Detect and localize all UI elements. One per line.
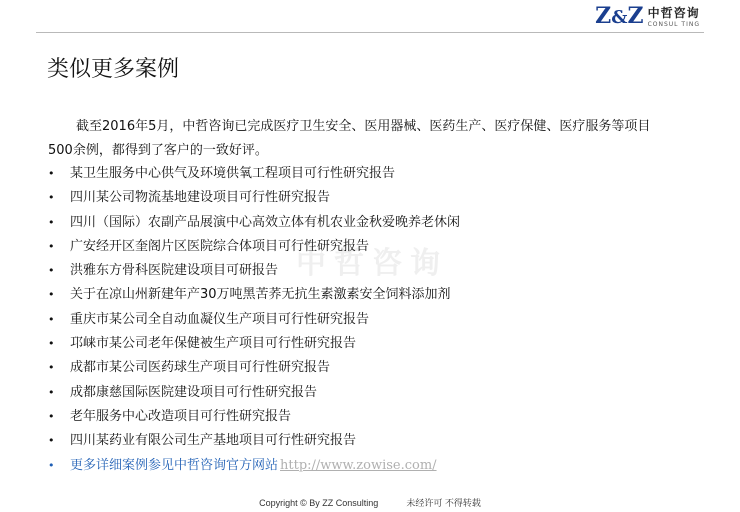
intro-paragraph: 截至2016年5月，中哲咨询已完成医疗卫生安全、医用器械、医药生产、医疗保健、医疗服务等项目500余例，都得到了客户的一致好评。 (48, 119, 651, 158)
logo-mark-right: Z (627, 3, 644, 29)
case-text: 成都市某公司医药球生产项目可行性研究报告 (70, 360, 331, 376)
case-text: 重庆市某公司全自动血凝仪生产项目可行性研究报告 (70, 311, 370, 327)
bullet-icon: • (48, 288, 55, 302)
case-text: 广安经开区奎阁片区医院综合体项目可行性研究报告 (70, 238, 370, 254)
logo-chinese-name: 中哲咨询 (647, 6, 700, 20)
bullet-icon: • (48, 409, 55, 423)
logo-mark (595, 2, 643, 32)
copyright-text: Copyright © By ZZ Consulting (259, 498, 379, 508)
bullet-icon: • (48, 361, 55, 375)
bullet-icon: • (48, 434, 55, 448)
bullet-icon: • (48, 239, 55, 253)
case-text: 洪雅东方骨科医院建设项目可研报告 (70, 263, 279, 279)
case-text: 关于在凉山州新建年产30万吨黑苦荞无抗生素激素安全饲料添加剂 (70, 287, 451, 303)
list-item (48, 186, 460, 210)
list-item (48, 235, 460, 259)
case-text: 某卫生服务中心供气及环境供氧工程项目可行性研究报告 (70, 166, 396, 181)
logo-mark-left: Z (595, 3, 612, 29)
case-text: 四川某公司物流基地建设项目可行性研究报告 (70, 190, 331, 206)
header-divider (36, 32, 704, 33)
bullet-icon: • (48, 264, 55, 278)
list-item (48, 259, 460, 283)
list-item (48, 162, 460, 186)
bullet-icon: • (48, 458, 55, 472)
bullet-icon: • (48, 337, 55, 351)
bullet-icon: • (48, 312, 55, 326)
bullet-icon: • (48, 191, 55, 205)
list-item (48, 381, 460, 405)
reprint-notice: 未经许可 不得转载 (406, 498, 481, 508)
bullet-icon: • (48, 385, 55, 399)
footer (0, 496, 740, 509)
company-logo (595, 2, 700, 32)
list-item (48, 211, 460, 235)
case-text: 成都康慈国际医院建设项目可行性研究报告 (70, 384, 318, 400)
case-text: 四川某药业有限公司生产基地项目可行性研究报告 (70, 433, 357, 449)
logo-english-name: CONSUL TING (647, 21, 700, 28)
list-item (48, 405, 460, 429)
list-item (48, 356, 460, 380)
more-cases-item (48, 454, 460, 478)
more-cases-text: 更多详细案例参见中哲咨询官方网站 (70, 457, 279, 473)
list-item (48, 429, 460, 453)
logo-mark-amp: & (611, 7, 628, 28)
list-item (48, 283, 460, 307)
page-title: 类似更多案例 (47, 57, 180, 82)
bullet-icon: • (48, 167, 55, 180)
case-text: 邛崃市某公司老年保健被生产项目可行性研究报告 (70, 336, 357, 352)
case-text: 老年服务中心改造项目可行性研究报告 (70, 408, 292, 424)
case-text: 四川（国际）农副产品展演中心高效立体有机农业金秋爱晚养老休闲 (70, 214, 461, 230)
website-link[interactable]: http://www.zowise.com/ (280, 457, 437, 473)
case-list (48, 162, 460, 478)
list-item (48, 332, 460, 356)
logo-text (648, 6, 700, 29)
list-item (48, 308, 460, 332)
bullet-icon: • (48, 215, 55, 229)
watermark: 中哲咨询 (296, 246, 448, 281)
